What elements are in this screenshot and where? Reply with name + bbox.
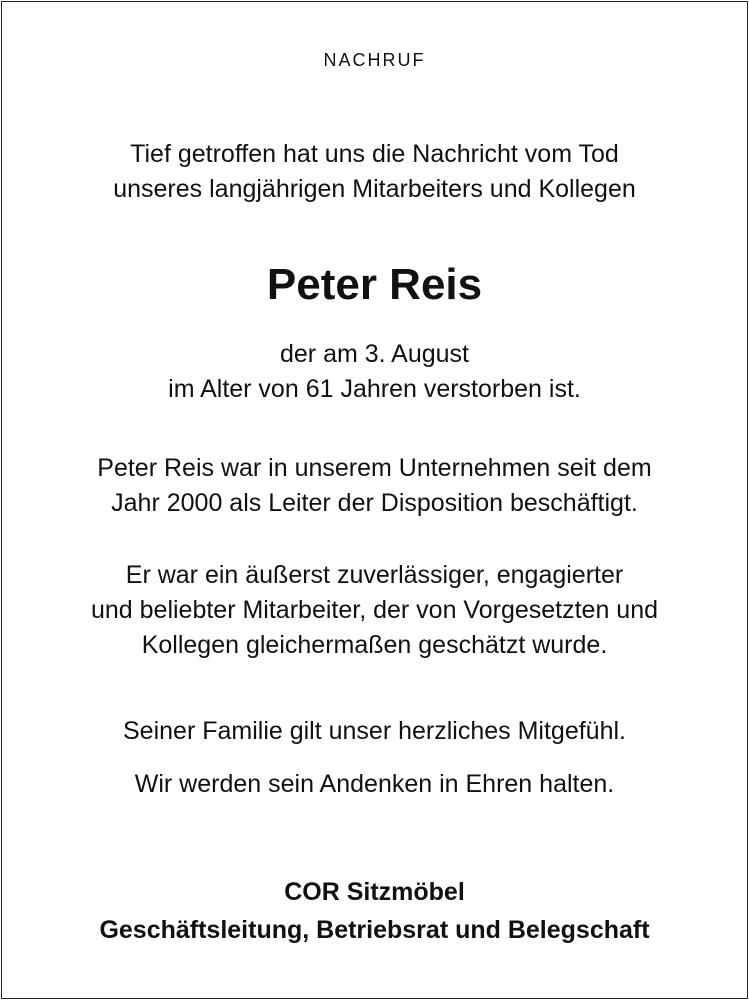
death-date-line: der am 3. August — [279, 340, 469, 368]
signatories: Geschäftsleitung, Betriebsrat und Belegschaft — [99, 916, 650, 944]
career-line-1: Peter Reis war in unserem Unternehmen seit dem — [97, 454, 652, 482]
intro-line-2: unseres langjährigen Mitarbeiters und Kollegen — [113, 175, 636, 203]
career-line-2: Jahr 2000 als Leiter der Disposition beschäftigt. — [111, 489, 638, 517]
tribute-line-1: Er war ein äußerst zuverlässiger, engagierter — [125, 561, 624, 589]
remembrance-text: Wir werden sein Andenken in Ehren halten. — [134, 770, 615, 798]
notice-heading: NACHRUF — [323, 50, 426, 70]
death-age-line: im Alter von 61 Jahren verstorben ist. — [168, 375, 581, 403]
company-name: COR Sitzmöbel — [284, 878, 465, 906]
deceased-name: Peter Reis — [266, 260, 483, 309]
tribute-line-3: Kollegen gleichermaßen geschätzt wurde. — [141, 631, 608, 659]
condolence-text: Seiner Familie gilt unser herzliches Mitgefühl. — [123, 717, 626, 745]
intro-line-1: Tief getroffen hat uns die Nachricht vom Tod — [130, 140, 619, 168]
tribute-line-2: und beliebter Mitarbeiter, der von Vorgesetzten und — [90, 596, 659, 624]
